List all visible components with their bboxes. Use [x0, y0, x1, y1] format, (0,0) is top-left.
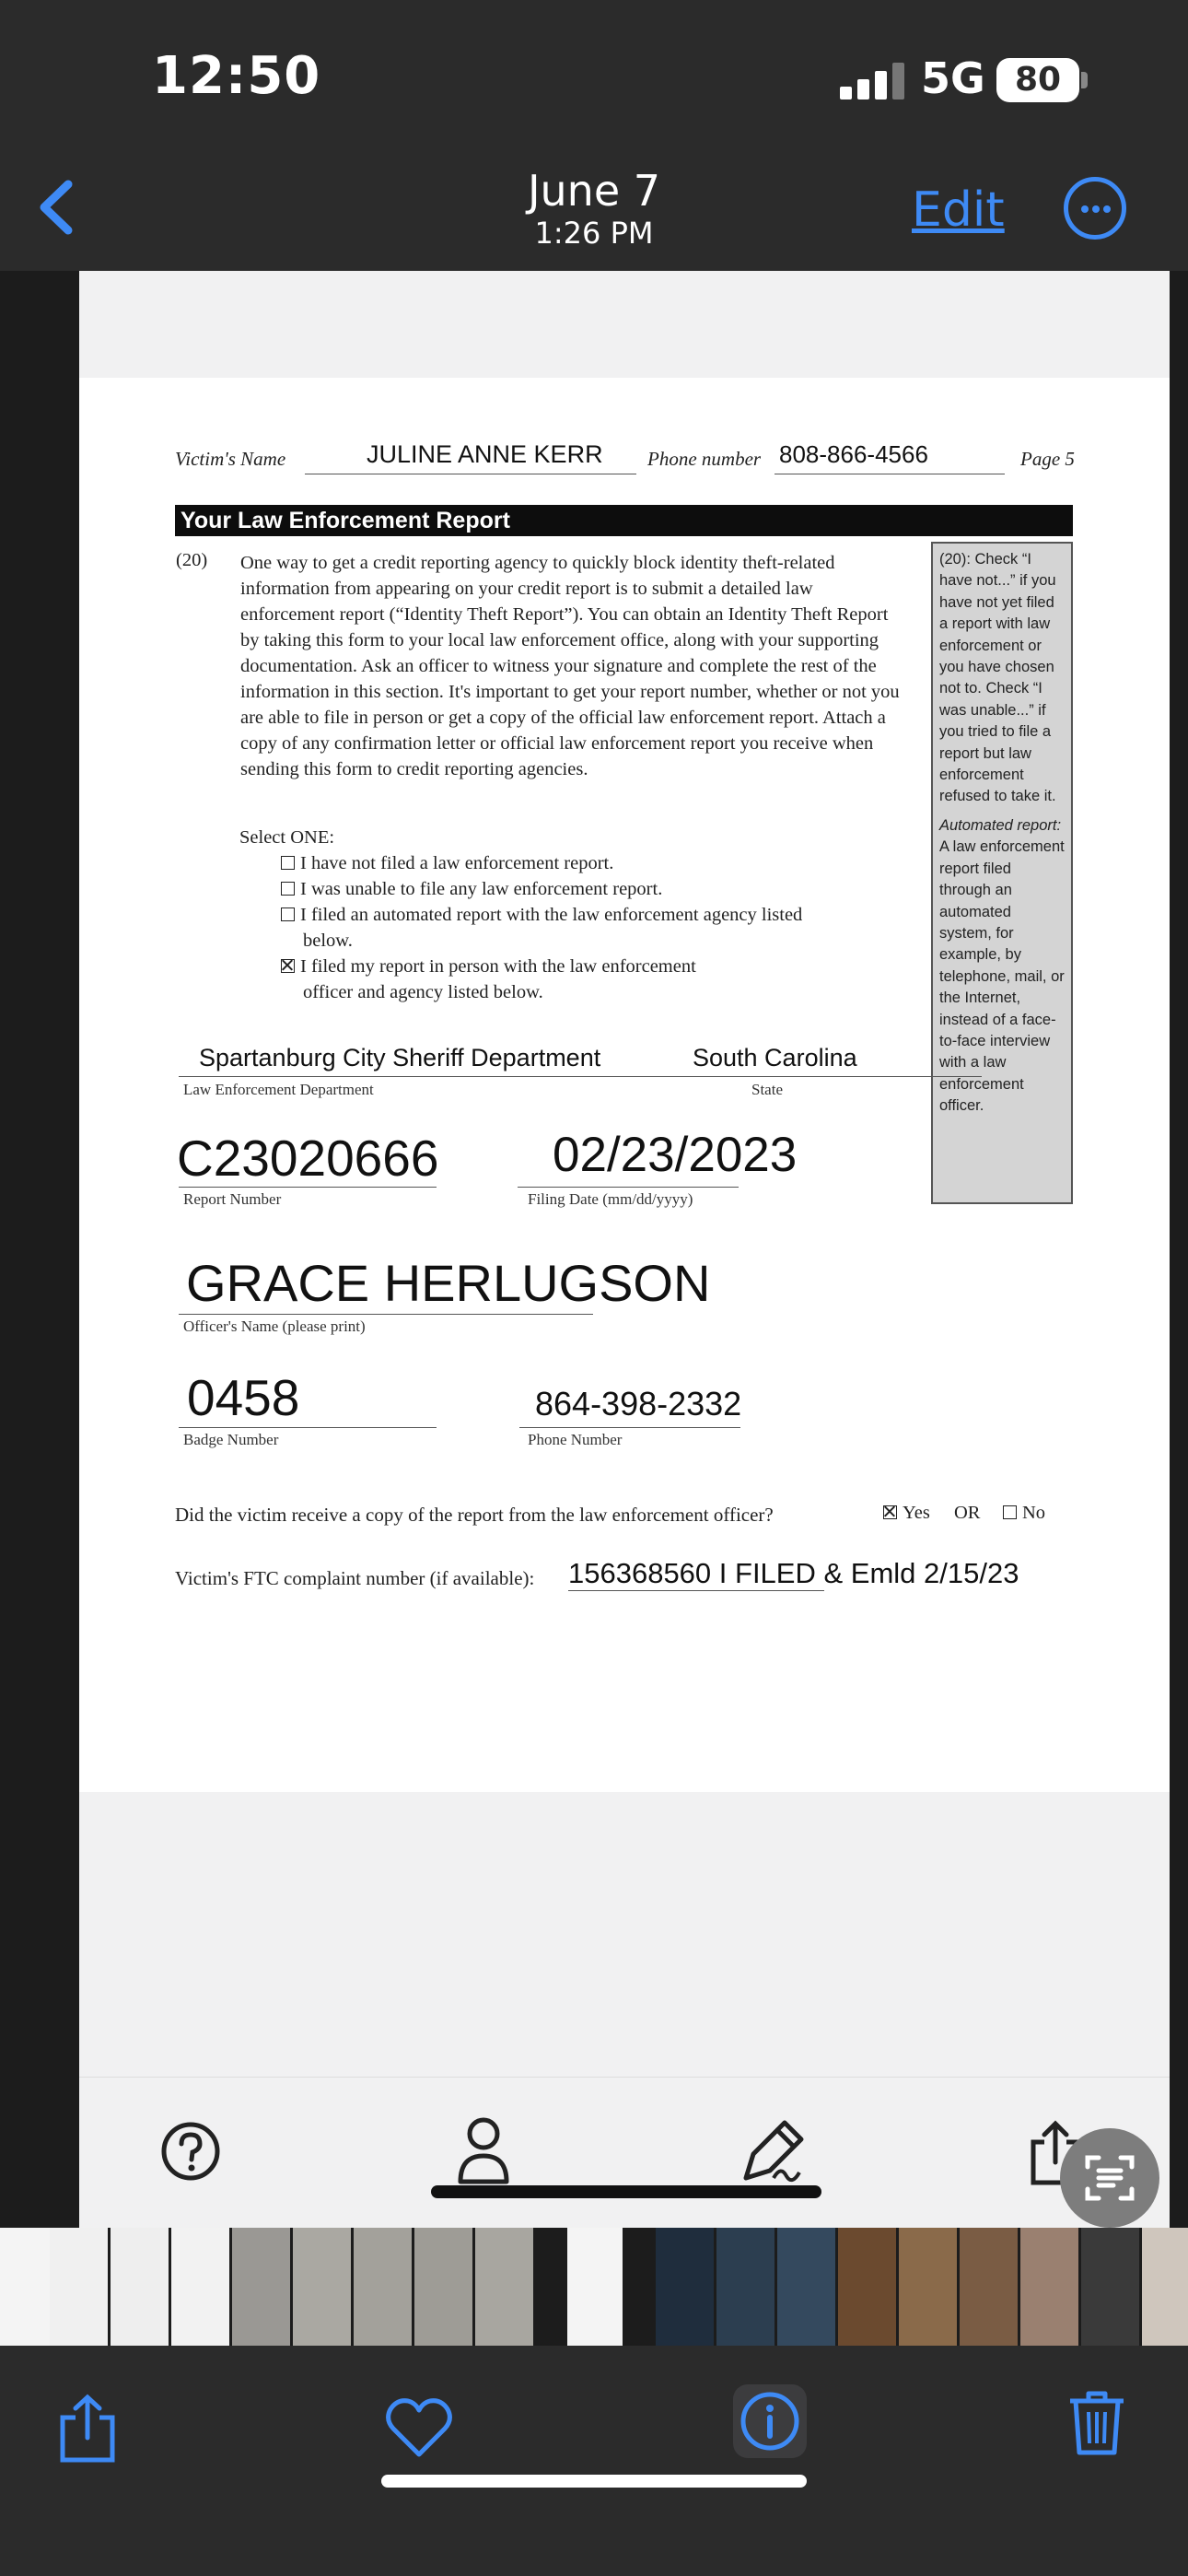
option-automated[interactable]: [281, 902, 802, 928]
navigation-bar: [0, 147, 1188, 271]
right-strip: [1170, 271, 1188, 2228]
option-not-filed[interactable]: [281, 850, 613, 876]
person-icon[interactable]: [451, 2113, 516, 2192]
answer-yes[interactable]: [883, 1500, 930, 1526]
badge-number-line: [179, 1427, 437, 1428]
more-icon[interactable]: [1064, 177, 1126, 240]
home-indicator: [381, 2475, 807, 2488]
officer-name-line: [179, 1314, 593, 1315]
answer-no[interactable]: [1003, 1500, 1045, 1526]
ftc-label: Victim's FTC complaint number (if available):: [175, 1567, 535, 1589]
phone-number-label: Phone number: [647, 448, 762, 470]
thumbnail[interactable]: [899, 2228, 957, 2346]
status-time: 12:50: [152, 46, 321, 106]
ftc-value: 156368560 I FILED & Emld 2/15/23: [568, 1557, 1019, 1589]
answer-no-label: No: [1022, 1503, 1046, 1523]
battery-icon: 80: [996, 58, 1079, 102]
page-label: Page 5: [1020, 448, 1075, 470]
network-type: 5G: [921, 53, 985, 103]
battery-nub: [1081, 72, 1088, 88]
badge-number-value: 0458: [187, 1369, 300, 1426]
department-value: Spartanburg City Sheriff Department: [199, 1044, 601, 1071]
nav-title: June 7: [527, 166, 661, 216]
victim-name-value: JULINE ANNE KERR: [367, 440, 603, 468]
state-value: South Carolina: [693, 1044, 857, 1071]
officer-phone-line: [519, 1427, 740, 1428]
badge-number-label: Badge Number: [183, 1431, 279, 1448]
filing-date-label: Filing Date (mm/dd/yyyy): [528, 1190, 693, 1208]
thumbnail[interactable]: [656, 2228, 714, 2346]
thumbnail[interactable]: [293, 2228, 351, 2346]
checkbox-automated[interactable]: [281, 907, 295, 921]
checkbox-no[interactable]: [1003, 1505, 1017, 1519]
bottom-toolbar: [0, 2346, 1188, 2576]
section-title: Your Law Enforcement Report: [175, 505, 1073, 536]
live-text-icon[interactable]: [1060, 2128, 1159, 2228]
thumbnail[interactable]: [171, 2228, 229, 2346]
nav-subtitle: 1:26 PM: [534, 216, 654, 251]
option-in-person-cont: officer and agency listed below.: [303, 982, 543, 1002]
thumbnail[interactable]: [1142, 2228, 1188, 2346]
instruction-paragraph: One way to get a credit reporting agency to quickly block identity theft-related information from appearing on your credit report is to submit a detailed law enforcement report (“Identity Theft Report”). You can obtain an Identity Theft Report by taking this form to your local law enforcement office, along with your supporting documentation. Ask an officer to witness your signature and complete the rest of the information in this section. It's important to get your report number, whether or not you are able to file in person or get a copy of the official law enforcement report. Attach a copy of any confirmation letter or official law enforcement report you receive when sending this form to credit reporting agencies.: [240, 553, 900, 779]
document-page: [79, 378, 1170, 1792]
thumbnail[interactable]: [777, 2228, 835, 2346]
viewer-home-indicator: [431, 2185, 821, 2198]
thumbnail[interactable]: [354, 2228, 412, 2346]
sidebar-note-2-title: Automated report:: [939, 816, 1062, 834]
filing-date-value: 02/23/2023: [553, 1128, 798, 1182]
report-number-value: C23020666: [177, 1130, 439, 1187]
thumbnail[interactable]: [960, 2228, 1018, 2346]
filing-date-line: [518, 1187, 739, 1188]
state-label: State: [751, 1081, 783, 1098]
trash-icon[interactable]: [1066, 2388, 1127, 2463]
thumbnail[interactable]: [475, 2228, 533, 2346]
option-automated-label: I filed an automated report with the law enforcement agency listed: [300, 905, 803, 925]
thumbnail[interactable]: [232, 2228, 290, 2346]
ftc-line: [568, 1590, 824, 1591]
officer-name-value: GRACE HERLUGSON: [186, 1254, 711, 1312]
thumbnail[interactable]: [414, 2228, 472, 2346]
checkbox-unable[interactable]: [281, 882, 295, 896]
or-label: OR: [954, 1503, 981, 1523]
item-number: (20): [176, 550, 208, 570]
option-in-person-label: I filed my report in person with the law enforcement: [300, 956, 696, 977]
victim-name-label: Victim's Name: [175, 448, 286, 470]
thumbnail-selected[interactable]: [567, 2228, 623, 2346]
help-icon[interactable]: [158, 2119, 223, 2188]
thumbnail[interactable]: [111, 2228, 169, 2346]
sidebar-note-2: A law enforcement report filed through an automated system, for example, by telephone, mail, or the Internet, instead of a face-to-face interview with a law enforcement officer.: [939, 838, 1065, 1115]
option-unable[interactable]: [281, 876, 662, 902]
checkbox-not-filed[interactable]: [281, 856, 295, 870]
department-line: [179, 1076, 982, 1077]
report-number-line: [179, 1187, 437, 1188]
viewer-toolbar: [79, 2077, 1170, 2228]
share-icon[interactable]: [55, 2392, 120, 2470]
edit-button[interactable]: Edit: [912, 182, 1005, 238]
thumbnail[interactable]: [1081, 2228, 1139, 2346]
thumbnail[interactable]: [1020, 2228, 1078, 2346]
info-icon[interactable]: [739, 2390, 801, 2457]
thumbnail-strip[interactable]: [0, 2228, 1188, 2346]
option-unable-label: I was unable to file any law enforcement report.: [300, 879, 663, 899]
option-automated-cont: below.: [303, 931, 353, 951]
select-one-label: Select ONE:: [239, 827, 335, 848]
officer-phone-label: Phone Number: [528, 1431, 623, 1448]
sidebar-note-1: (20): Check “I have not...” if you have not yet filed a report with law enforcement or you have chosen not to. Check “I was unable...” if you tried to file a report but law enforcement refused to take it.: [939, 551, 1056, 805]
cellular-signal-icon: [840, 61, 904, 100]
officer-phone-value: 864-398-2332: [535, 1385, 742, 1423]
phone-number-value: 808-866-4566: [779, 440, 928, 468]
officer-name-label: Officer's Name (please print): [183, 1317, 366, 1335]
thumbnail[interactable]: [716, 2228, 775, 2346]
thumbnail[interactable]: [838, 2228, 896, 2346]
checkbox-in-person[interactable]: [281, 959, 295, 973]
markup-pen-icon[interactable]: [737, 2113, 810, 2192]
status-bar: [0, 0, 1188, 147]
document-viewer[interactable]: [79, 271, 1170, 2228]
option-not-filed-label: I have not filed a law enforcement report.: [300, 853, 614, 873]
report-number-label: Report Number: [183, 1190, 282, 1208]
left-strip: [0, 271, 79, 2228]
checkbox-yes[interactable]: [883, 1505, 897, 1519]
heart-icon[interactable]: [385, 2395, 453, 2465]
option-in-person[interactable]: [281, 954, 696, 979]
thumbnail[interactable]: [50, 2228, 108, 2346]
sidebar-note: [931, 542, 1073, 1204]
answer-yes-label: Yes: [903, 1503, 930, 1523]
department-label: Law Enforcement Department: [183, 1081, 374, 1098]
back-chevron-icon[interactable]: [28, 175, 92, 240]
copy-question: Did the victim receive a copy of the report from the law enforcement officer?: [175, 1504, 774, 1526]
